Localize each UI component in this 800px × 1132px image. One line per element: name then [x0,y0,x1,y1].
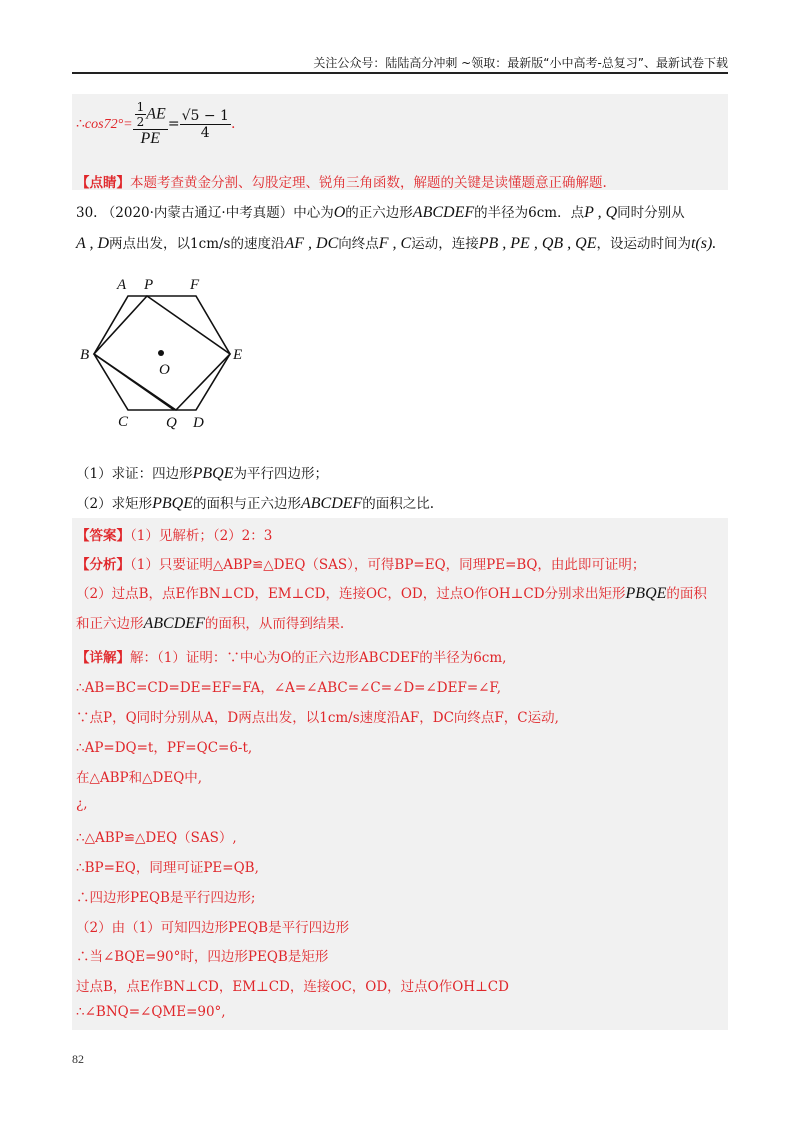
solution-line: 在△ABP和△DEQ中, [76,770,203,786]
question-part-1 [76,462,328,483]
analysis-text: （1）只要证明△ABP≌△DEQ（SAS），可得BP=EQ，同理PE=BQ，由此即可证明； [130,557,646,573]
comment-line [76,171,607,191]
solution-line: ∴四边形PEQB是平行四边形; [76,890,256,906]
sqrt-denominator: 4 [180,124,231,141]
page-header: 关注公众号：陆陆高分冲刺 ~领取：最新版“小中高考-总复习”、最新试卷下载 [313,56,728,70]
q-text: 的半径为6cm．点 [474,205,585,221]
q-text: 两点出发，以1cm/s的速度沿 [109,236,285,252]
answer-line [76,524,272,544]
solution-line: ∴△ABP≌△DEQ（SAS）, [76,830,237,846]
sqrt-numerator: √5 − 1 [181,107,229,124]
question-line-1 [76,201,685,222]
equals-sign: = [167,116,180,132]
header-rule [72,72,728,74]
part2-text: （2）求矩形 [76,496,153,512]
question-number: 30. [76,205,98,221]
part1-text: （1）求证：四边形 [76,466,193,482]
analysis-var-abcdef: ABCDEF [143,615,205,632]
label-d: D [193,415,204,431]
q-text: （2020·内蒙古通辽·中考真题）中心为 [101,205,334,221]
analysis-text: 的面积，从而得到结果. [204,616,345,632]
solution-line: ∴∠BNQ=∠QME=90°, [76,1004,226,1020]
pe-text: PE [133,129,168,148]
q-var-o: O [333,204,346,221]
label-p: P [144,277,154,293]
q-var-segs: PB , PE , QB , QE [478,235,597,252]
label-a: A [117,277,127,293]
label-c: C [118,414,129,430]
cos72-formula [76,100,235,148]
analysis-var-pbqe: PBQE [625,585,667,602]
comment-text: 本题考查黄金分割、勾股定理、锐角三角函数，解题的关键是读懂题意正确解题. [130,175,607,191]
part2-var-pbqe: PBQE [152,495,193,512]
question-part-2 [76,492,434,513]
center-point-o [158,350,164,356]
q-var-fc: F , C [378,235,412,252]
analysis-line-3 [76,612,344,633]
half-den: 2 [136,115,145,129]
answer-text: （1）见解析；（2）2：3 [130,528,273,544]
q-var-pq: P , Q [584,204,618,221]
solution-line: ∵点P，Q同时分别从A，D两点出发，以1cm/s速度沿AF，DC向终点F，C运动, [76,710,559,726]
main-fraction [133,100,168,148]
analysis-text: 和正六边形 [76,616,144,632]
page-number: 82 [72,1052,84,1066]
q-var-abcdef: ABCDEF [412,204,475,221]
q-var-afdc: AF , DC [284,235,339,252]
question-line-2 [76,232,716,253]
label-f: F [190,277,200,293]
q-var-ts: t(s). [690,235,717,252]
q-text: 向终点 [338,236,379,252]
analysis-text: （2）过点B，点E作BN⊥CD，EM⊥CD，连接OC，OD，过点O作OH⊥CD分别求出矩形 [76,586,626,602]
part1-text: 为平行四边形； [233,466,328,482]
solution-line: 过点B，点E作BN⊥CD，EM⊥CD，连接OC，OD，过点O作OH⊥CD [76,979,509,995]
part2-text: 的面积与正六边形 [192,496,301,512]
solution-line: ¿, [76,796,88,812]
solution-text: 解：（1）证明：∵中心为O的正六边形ABCDEF的半径为6cm, [130,650,507,666]
solution-line: ∴AB=BC=CD=DE=EF=FA，∠A=∠ABC=∠C=∠D=∠DEF=∠F, [76,680,501,696]
solution-intro [76,646,506,666]
comment-tag: 【点睛】 [76,175,130,191]
part2-var-abcdef: ABCDEF [300,495,363,512]
label-e: E [233,347,243,363]
sqrt-fraction [180,108,231,141]
q-text: ，设运动时间为 [596,236,691,252]
analysis-tag: 【分析】 [76,557,130,573]
half-num: 1 [136,100,145,114]
label-q: Q [166,415,177,431]
part2-text: 的面积之比. [362,496,435,512]
q-text: 的正六边形 [345,205,413,221]
main-fraction-numerator [133,100,168,129]
q-text: 同时分别从 [617,205,685,221]
analysis-line-1 [76,553,645,573]
answer-tag: 【答案】 [76,528,130,544]
q-text: 运动，连接 [411,236,479,252]
formula-period: . [230,116,236,132]
half-fraction [135,100,147,129]
solution-line: ∴当∠BQE=90°时，四边形PEQB是矩形 [76,949,329,965]
hexagon-figure [72,268,272,438]
analysis-line-2 [76,582,707,603]
solution-line: （2）由（1）可知四边形PEQB是平行四边形 [76,920,350,936]
cos-text: cos72°= [84,117,133,132]
analysis-text: 的面积 [666,586,707,602]
label-o: O [159,362,170,378]
part1-var: PBQE [192,465,234,482]
therefore-symbol: ∴ [76,116,85,132]
solution-line: ∴AP=DQ=t，PF=QC=6-t, [76,740,253,756]
q-var-ad: A , D [76,235,110,252]
ae-text: AE [146,105,166,123]
solution-line: ∴BP=EQ，同理可证PE=QB, [76,860,259,876]
label-b: B [80,347,90,363]
solution-tag: 【详解】 [76,650,130,666]
